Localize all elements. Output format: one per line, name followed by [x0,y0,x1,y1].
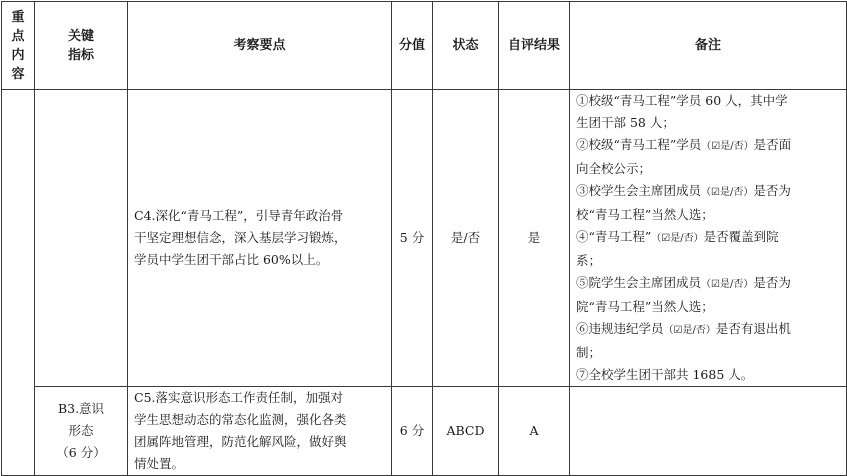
note-line: ④“青马工程”（☑是/否）是否覆盖到院 [576,229,779,244]
header-key-indicator-line: 关键 [67,28,94,44]
header-self-evaluation: 自评结果 [499,2,570,90]
header-focus-content [2,2,35,90]
note-line: ②校级“青马工程”学员（☑是/否）是否面 [576,137,792,152]
status-cell: 是/否 [433,90,499,387]
key-indicator-line: （6 分） [56,445,106,460]
checkbox-option: （☑是/否） [663,325,716,336]
score-cell: 5 分 [392,90,433,387]
key-indicator-line: 形态 [68,423,94,438]
checkbox-option: （☑是/否） [701,279,754,290]
note-line: 系； [576,253,602,268]
header-key-indicator-line: 指标 [67,47,94,63]
header-notes: 备注 [570,2,847,90]
assessment-point-line: 团属阵地管理，防范化解风险，做好舆 [134,434,347,449]
header-focus-char: 内 [11,47,25,63]
note-line: 制； [576,345,602,360]
notes-cell [570,90,847,387]
evaluation-table [1,1,847,476]
note-line: 校“青马工程”当然人选； [576,207,714,222]
note-line: 向全校公示； [576,161,652,176]
table-row [2,387,847,476]
assessment-points-cell [128,387,392,476]
self-evaluation-cell: A [499,387,570,476]
key-indicator-line: B3.意识 [57,401,105,416]
header-key-indicator [35,2,128,90]
assessment-point-line: 干坚定理想信念，深入基层学习锻炼， [134,230,347,245]
key-indicator-cell [35,387,128,476]
focus-content-cell [2,90,35,476]
table-row [2,90,847,387]
assessment-point-line: C4.深化“青马工程”，引导青年政治骨 [134,208,344,223]
score-cell: 6 分 [392,387,433,476]
assessment-point-line: 学生思想动态的常态化监测，强化各类 [134,412,347,427]
header-assessment-points: 考察要点 [128,2,392,90]
assessment-point-line: 情处置。 [134,456,185,471]
assessment-point-line: 学员中学生团干部占比 60%以上。 [134,252,329,267]
note-line: 生团干部 58 人； [576,115,675,130]
note-line: ⑤院学生会主席团成员（☑是/否）是否为 [576,275,791,290]
checkbox-option: （☑是/否） [701,187,754,198]
status-cell: ABCD [433,387,499,476]
note-line: ⑥违规违纪学员（☑是/否）是否有退出机 [576,321,791,336]
notes-cell [570,387,847,476]
key-indicator-cell [35,90,128,387]
checkbox-option: （☑是/否） [651,233,704,244]
header-focus-char: 重 [11,9,25,25]
header-row [2,2,847,90]
header-focus-char: 容 [11,66,25,82]
self-evaluation-cell: 是 [499,90,570,387]
header-focus-char: 点 [11,28,25,44]
note-line: ①校级“青马工程”学员 60 人，其中学 [576,93,788,108]
header-status: 状态 [433,2,499,90]
note-line: 院“青马工程”当然人选； [576,299,714,314]
note-line: ③校学生会主席团成员（☑是/否）是否为 [576,183,791,198]
assessment-point-line: C5.落实意识形态工作责任制，加强对 [134,390,343,405]
assessment-points-cell [128,90,392,387]
checkbox-option: （☑是/否） [701,141,754,152]
header-score: 分值 [392,2,433,90]
note-line: ⑦全校学生团干部共 1685 人。 [576,367,754,382]
